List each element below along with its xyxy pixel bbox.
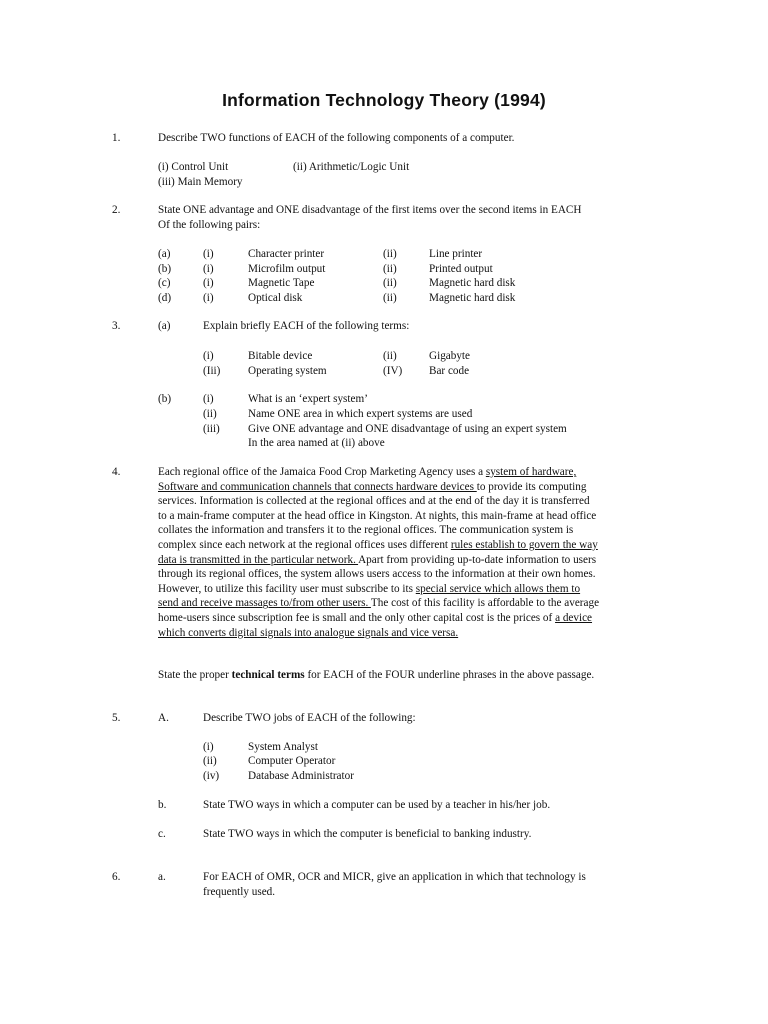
q2-row-second-numeral: (ii) (383, 292, 397, 304)
q2-row-second-item: Printed output (429, 263, 493, 275)
q3-term: Bitable device (248, 350, 313, 362)
q3-term-numeral: (i) (203, 350, 214, 362)
q2-row-second-item: Magnetic hard disk (429, 292, 516, 304)
passage-text: However, to utilize this facility user must subscribe to its (158, 582, 416, 595)
q2-text-line-2: Of the following pairs: (158, 219, 261, 231)
q3-term: Operating system (248, 365, 327, 377)
underlined-phrase-1: system of hardware, (485, 466, 577, 478)
q3-part-a-text: Explain briefly EACH of the following terms: (203, 320, 410, 332)
q5-part-b-label: b. (158, 799, 167, 811)
q3-term: Gigabyte (429, 350, 471, 362)
q5-job-numeral: (i) (203, 741, 214, 753)
q5-job-numeral: (iv) (203, 770, 220, 782)
q4-passage (158, 465, 658, 640)
q2-row-letter: (b) (158, 263, 172, 275)
q6-part-a-text-line-2: frequently used. (203, 886, 276, 898)
q2-row-second-numeral: (ii) (383, 248, 397, 260)
q2-row-first-item: Magnetic Tape (248, 277, 315, 289)
passage-text: services. Information is collected at the regional offices and at the end of the day it is transferred (158, 495, 590, 508)
q3-b-item: What is an ‘expert system’ (248, 393, 368, 405)
underlined-phrase-4: a device (555, 611, 593, 624)
q4-question-text: State the proper (158, 669, 232, 681)
underlined-phrase-4: which converts digital signals into analogue signals and vice versa. (158, 626, 459, 639)
q2-row-letter: (d) (158, 292, 172, 304)
q6-number: 6. (112, 871, 121, 883)
q4-question-bold: technical terms (231, 669, 305, 681)
q2-row-letter: (c) (158, 277, 171, 289)
q2-row-second-numeral: (ii) (383, 277, 397, 289)
q3-b-item: Name ONE area in which expert systems are used (248, 408, 473, 420)
q1-item-2: (ii) Arithmetic/Logic Unit (293, 161, 410, 173)
q5-number: 5. (112, 712, 121, 724)
q3-b-numeral: (i) (203, 393, 214, 405)
q3-term-numeral: (IV) (383, 365, 403, 377)
q3-b-numeral: (iii) (203, 423, 220, 435)
q1-text: Describe TWO functions of EACH of the following components of a computer. (158, 132, 515, 144)
passage-text: complex since each network at the regional offices uses different (158, 538, 451, 551)
q2-row-second-numeral: (ii) (383, 263, 397, 275)
q3-term-numeral: (Iii) (203, 365, 221, 377)
q5-job: Database Administrator (248, 770, 354, 782)
q5-job-numeral: (ii) (203, 755, 217, 767)
q4-question (158, 668, 594, 683)
q3-b-numeral: (ii) (203, 408, 217, 420)
passage-text: to provide its computing (476, 480, 587, 493)
q4-question-text: for EACH of the FOUR underline phrases in the above passage. (304, 669, 595, 681)
q5-job: System Analyst (248, 741, 318, 753)
passage-text: Apart from providing up-to-date information to users (358, 553, 597, 566)
q3-part-a-label: (a) (158, 320, 171, 332)
q2-number: 2. (112, 204, 121, 216)
q5-job: Computer Operator (248, 755, 336, 767)
underlined-phrase-1: Software and communication channels that connects hardware devices (158, 480, 477, 493)
q3-part-b-label: (b) (158, 393, 172, 405)
q6-part-a-label: a. (158, 871, 166, 883)
q2-row-second-item: Line printer (429, 248, 483, 260)
passage-text: Each regional office of the Jamaica Food Crop Marketing Agency uses a (158, 466, 486, 478)
q2-row-first-numeral: (i) (203, 277, 214, 289)
q2-row-first-numeral: (i) (203, 263, 214, 275)
page-title: Information Technology Theory (1994) (222, 90, 546, 110)
q1-number: 1. (112, 132, 121, 144)
q2-row-first-item: Character printer (248, 248, 325, 260)
q3-term: Bar code (429, 365, 470, 377)
underlined-phrase-2: rules establish to govern the way (450, 538, 598, 551)
q1-item-3: (iii) Main Memory (158, 176, 243, 188)
underlined-phrase-2: data is transmitted in the particular network. (158, 553, 359, 566)
q2-row-second-item: Magnetic hard disk (429, 277, 516, 289)
q4-number: 4. (112, 466, 121, 478)
q5-part-c-label: c. (158, 828, 166, 840)
q2-row-first-item: Microfilm output (248, 263, 326, 275)
passage-text: to a main-frame computer at the head office in Kingston. At nights, this main-frame at head office (158, 509, 597, 522)
q5-part-b-text: State TWO ways in which a computer can be used by a teacher in his/her job. (203, 799, 551, 811)
q2-row-letter: (a) (158, 248, 171, 260)
q6-part-a-text-line-1: For EACH of OMR, OCR and MICR, give an application in which that technology is (203, 871, 586, 883)
q5-part-c-text: State TWO ways in which the computer is beneficial to banking industry. (203, 828, 532, 840)
q2-text-line-1: State ONE advantage and ONE disadvantage of the first items over the second items in EACH (158, 204, 582, 216)
q5-part-a-label: A. (158, 712, 169, 724)
q3-term-numeral: (ii) (383, 350, 397, 362)
q2-row-first-item: Optical disk (248, 292, 303, 304)
q1-item-1: (i) Control Unit (158, 161, 229, 173)
q2-row-first-numeral: (i) (203, 248, 214, 260)
q3-b-item-continuation: In the area named at (ii) above (248, 437, 385, 449)
q2-row-first-numeral: (i) (203, 292, 214, 304)
passage-text: The cost of this facility is affordable to the average (370, 597, 600, 610)
passage-text: through its regional offices, the system allows users access to the information at their own homes. (158, 568, 596, 581)
passage-text: collates the information and transfers it to the regional offices. The communication system is (158, 524, 574, 537)
underlined-phrase-3: send and receive massages to/from other users. (158, 597, 371, 610)
q3-number: 3. (112, 320, 121, 332)
q3-b-item: Give ONE advantage and ONE disadvantage of using an expert system (248, 423, 567, 435)
underlined-phrase-3: special service which allows them to (415, 582, 581, 595)
passage-text: home-users since subscription fee is small and the only other capital cost is the prices of (158, 611, 556, 624)
q5-part-a-text: Describe TWO jobs of EACH of the following: (203, 712, 416, 724)
